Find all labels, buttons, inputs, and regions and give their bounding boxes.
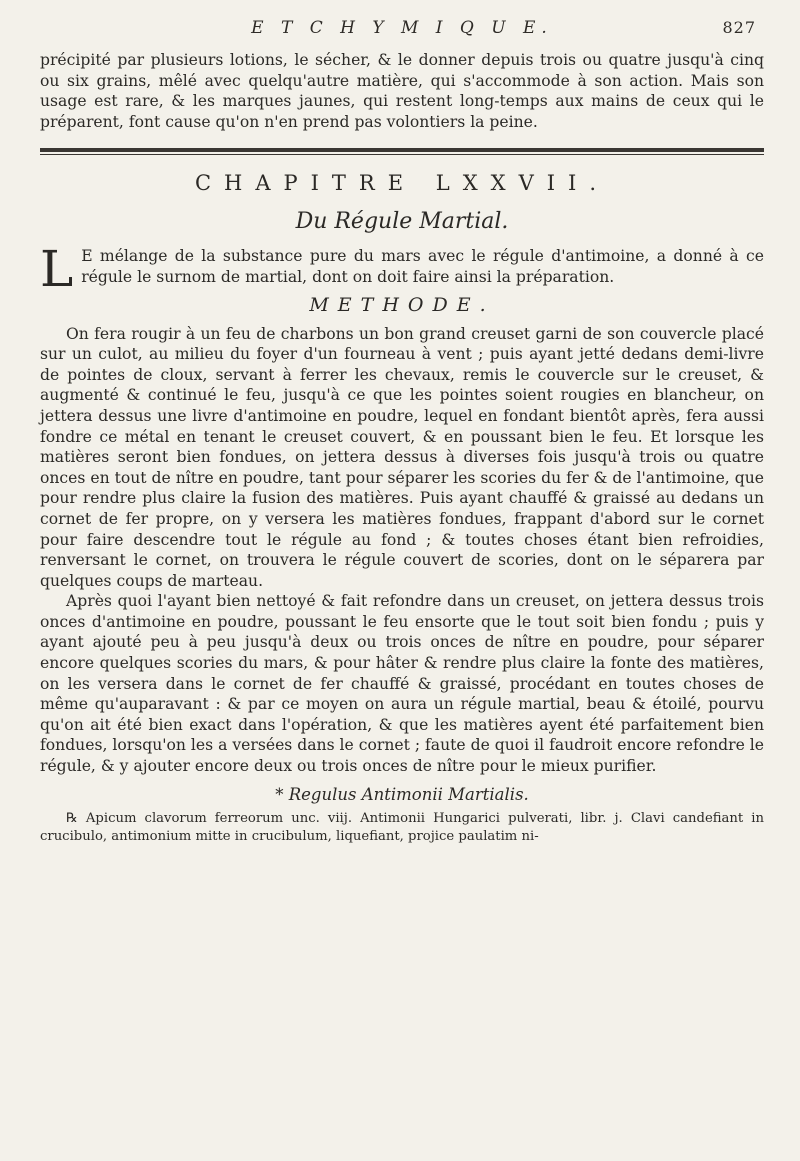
lead-paragraph — [40, 240, 764, 299]
divider-thick-rule — [40, 148, 764, 152]
chapter-divider — [40, 148, 764, 155]
latin-heading: * Regulus Antimonii Martialis. — [275, 784, 529, 804]
chapter-heading: CHAPITRE LXXVII. — [194, 171, 610, 196]
chapter-subtitle: Du Régule Martial. — [295, 209, 509, 235]
drop-cap: L — [40, 240, 74, 299]
latin-paragraph: ℞ Apicum clavorum ferreorum unc. viij. Antimonii Hungarici pulverati, libr. j. Clavi candefiant in crucibulo, antimonium mitte in crucibulum, liquefiant, projice paulatim ni- — [40, 810, 764, 845]
lead-text: E mélange de la substance pure du mars avec le régule d'antimoine, a donné à ce régule le surnom de martial, dont on doit faire ainsi la préparation. — [81, 247, 764, 286]
intro-paragraph: précipité par plusieurs lotions, le sécher, & le donner depuis trois ou quatre jusqu'à cinq ou six grains, mêlé avec quelqu'autre matière, qui s'accommode à son action. Mais son usage est rare, & les marques jaunes, qui restent long-temps aux mains de ceux qui le préparent, font cause qu'on n'en prend pas volontiers la peine. — [40, 51, 764, 131]
running-head — [40, 18, 764, 46]
running-head-title: E T C H Y M I Q U E. — [251, 18, 553, 38]
page-number: 827 — [722, 18, 756, 37]
method-heading: METHODE. — [309, 293, 495, 316]
method-paragraph-1: On fera rougir à un feu de charbons un bon grand creuset garni de son couvercle placé sur un culot, au milieu du foyer d'un fourneau à vent ; puis ayant jetté dedans demi-livre de pointes de cloux, servant à ferrer les chevaux, remis le couvercle sur le creuset, & augmenté & continué le feu, jusqu'à ce que les pointes soient rougies en blancheur, on jettera dessus une livre d'antimoine en poudre, lequel en fondant bientôt après, fera aussi fondre ce métal en tenant le creuset couvert, & en poussant bien le feu. Et lorsque les matières seront bien fondues, on jettera dessus à diverses fois jusqu'à trois ou quatre onces en tout de nître en poudre, tant pour séparer les scories du fer & de l'antimoine, que pour rendre plus claire la fusion des matières. Puis ayant chauffé & graissé au dedans un cornet de fer propre, on y versera les matières fondues, frappant d'abord sur le cornet pour faire descendre tout le régule au fond ; & toutes choses étant bien refroidies, renversant le cornet, on trouvera le régule couvert de scories, dont on le séparera par quelques coups de marteau. — [40, 324, 764, 590]
divider-thin-rule — [40, 154, 764, 155]
method-paragraph-2: Après quoi l'ayant bien nettoyé & fait refondre dans un creuset, on jettera dessus trois onces d'antimoine en poudre, poussant le feu ensorte que le tout soit bien fondu ; puis y ayant ajouté peu à peu jusqu'à deux ou trois onces de nître en poudre, pour séparer encore quelques scories du mars, & pour hâter & rendre plus claire la fonte des matières, on les versera dans le cornet de fer chauffé & graissé, procédant en toutes choses de même qu'auparavant : & par ce moyen on aura un régule martial, beau & étoilé, pourvu qu'on ait été bien exact dans l'opération, & que les matières ayent été parfaitement bien fondues, lorsqu'on les a versées dans le cornet ; faute de quoi il faudroit encore refondre le régule, & y ajouter encore deux ou trois onces de nître pour le mieux purifier. — [40, 592, 764, 776]
